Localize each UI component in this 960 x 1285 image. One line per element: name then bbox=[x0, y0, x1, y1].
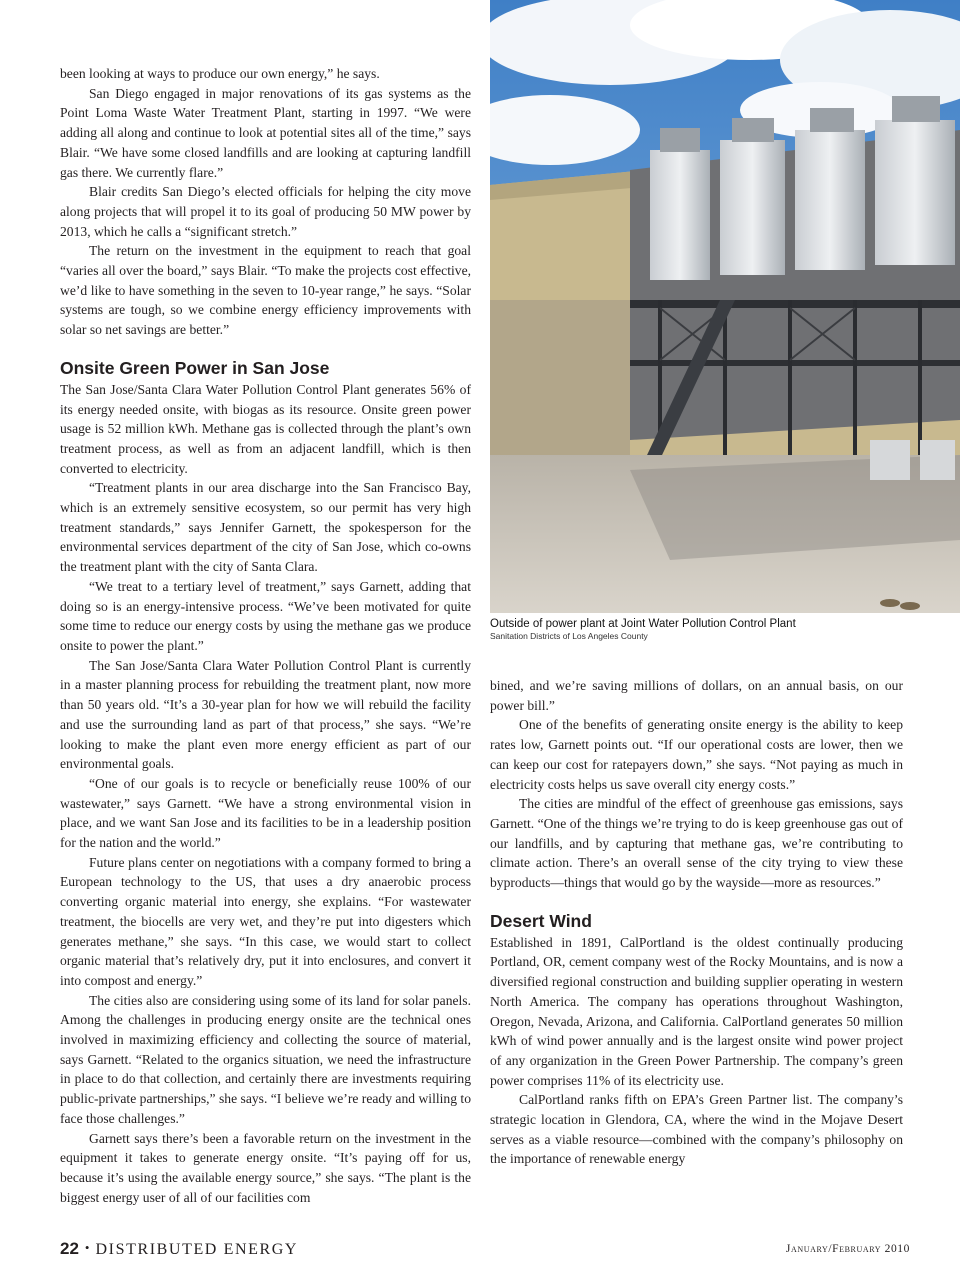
caption-title: Outside of power plant at Joint Water Pollution Control Plant bbox=[490, 618, 796, 630]
body-paragraph: “We treat to a tertiary level of treatment,” says Garnett, adding that doing so is an energy-intensive process. “We’ve been motivated for quite some time to reduce our energy costs by using the methane gas we produce onsite to power the plant.” bbox=[60, 578, 471, 653]
section-heading-san-jose: Onsite Green Power in San Jose bbox=[60, 357, 330, 378]
body-paragraph: bined, and we’re saving millions of dollars, on an annual basis, on our power bill.” bbox=[490, 678, 903, 713]
body-paragraph: CalPortland ranks fifth on EPA’s Green Partner list. The company’s strategic location in Glendora, CA, where the wind in the Mojave Desert serves as a viable resource—combined with the company’s philosophy on the importance of renewable energy bbox=[490, 1092, 903, 1167]
body-paragraph: Established in 1891, CalPortland is the oldest continually producing Portland, OR, cement company west of the Rocky Mountains, and is now a diversified regional construction and building supplier operating in western North America. The company has operations throughout Washington, Oregon, Nevada, Arizona, and California. CalPortland generates 50 million kWh of wind power annually and is the largest onsite wind power project of any organization in the Green Power Partnership. The company’s green power comprises 11% of its electricity use. bbox=[490, 934, 903, 1088]
page-footer-left bbox=[60, 1239, 298, 1259]
left-article-column bbox=[60, 64, 471, 1207]
footer-bullet: • bbox=[84, 1240, 90, 1255]
power-plant-photo bbox=[490, 0, 960, 613]
body-paragraph: “Treatment plants in our area discharge into the San Francisco Bay, which is an extremely sensitive ecosystem, so our permit has very high treatment standards,” says Jennifer Garnett, the spokesperson for the environmental services department of the city of San Jose, which co-owns the treatment plant with the city of Santa Clara. bbox=[60, 480, 471, 575]
body-paragraph: Future plans center on negotiations with a company formed to bring a European technology to the US, that uses a dry anaerobic process converting organic material into energy, she explains. “For wastewater treatment, the biocells are very wet, and they’re put into digesters which generates methane,” she says. “In this case, we would start to collect organic material that’s relatively dry, put it into enclosures, and convert it into compost and energy.” bbox=[60, 854, 471, 988]
body-paragraph: Garnett says there’s been a favorable return on the investment in the equipment it takes to generate energy onsite. “It’s paying off for us, because it’s using the available energy source,” she says. “The plant is the biggest energy user of all of our facilities com bbox=[60, 1130, 471, 1205]
body-paragraph: San Diego engaged in major renovations of its gas systems as the Point Loma Waste Water Treatment Plant, starting in 1997. “We were adding all along and continue to look at potential sites all of the time,” says Blair. “We have some closed landfills and are looking at capturing landfill gas there. We currently flare.” bbox=[60, 85, 471, 180]
section-heading-desert-wind: Desert Wind bbox=[490, 910, 592, 931]
body-paragraph: The return on the investment in the equipment to reach that goal “varies all over the board,” says Blair. “To make the projects cost effective, we’d like to have something in the seven to 10-year range,” he says. “Solar systems are tough, so we combine energy efficiency improvements with solar so net savings are better.” bbox=[60, 243, 471, 338]
body-paragraph: The San Jose/Santa Clara Water Pollution Control Plant is currently in a master planning process for rebuilding the treatment plant, now more than 50 years old. “It’s a 30-year plan for how we will rebuild the facility and use the surrounding land as part of that process,” she says. “We’re looking to make the plant even more energy efficient as part of our environmental goals. bbox=[60, 657, 471, 772]
right-article-column bbox=[490, 676, 903, 1169]
body-paragraph: “One of our goals is to recycle or beneficially reuse 100% of our wastewater,” says Garnett. “We have a strong environmental vision in place, and we want San Jose and its facilities to be in a leadership position for the nation and the world.” bbox=[60, 775, 471, 851]
body-paragraph: The cities also are considering using some of its land for solar panels. Among the challenges in producing energy onsite are the technical ones involved in maximizing efficiency and collecting the source of material, says Garnett. “Related to the organics situation, we need the infrastructure in place to do that collection, and certainly there are investments requiring public-private partnerships,” she says. “I believe we’re ready and willing to face those challenges.” bbox=[60, 992, 471, 1126]
page-number: 22 bbox=[60, 1239, 79, 1258]
body-paragraph: been looking at ways to produce our own energy,” he says. bbox=[60, 66, 380, 81]
photo-credit: Sanitation Districts of Los Angeles County bbox=[490, 631, 648, 641]
magazine-name: DISTRIBUTED ENERGY bbox=[95, 1241, 299, 1258]
issue-date: January/February 2010 bbox=[785, 1243, 910, 1255]
photo-caption bbox=[490, 617, 950, 642]
body-paragraph: Blair credits San Diego’s elected officials for helping the city move along projects that will propel it to its goal of producing 50 MW power by 2013, which he calls a “significant stretch.” bbox=[60, 184, 471, 239]
body-paragraph: The cities are mindful of the effect of greenhouse gas emissions, says Garnett. “One of the things we’re trying to do is keep greenhouse gas out of our landfills, and by capturing that methane gas, we’re contributing to climate action. There’s an overall sense of the city trying to view these byproducts—things that would go by the wayside—more as resources.” bbox=[490, 796, 903, 891]
body-paragraph: One of the benefits of generating onsite energy is the ability to keep rates low, Garnett points out. “If our operational costs are lower, then we can keep our cost for ratepayers down,” she says. “Not paying as much in electricity costs helps us save overall city energy costs.” bbox=[490, 717, 903, 792]
body-paragraph: The San Jose/Santa Clara Water Pollution Control Plant generates 56% of its energy needed onsite, with biogas as its resource. Onsite green power usage is 52 million kWh. Methane gas is collected through the plant’s own treatment process, as well as from an adjacent landfill, which is then converted to electricity. bbox=[60, 381, 471, 476]
